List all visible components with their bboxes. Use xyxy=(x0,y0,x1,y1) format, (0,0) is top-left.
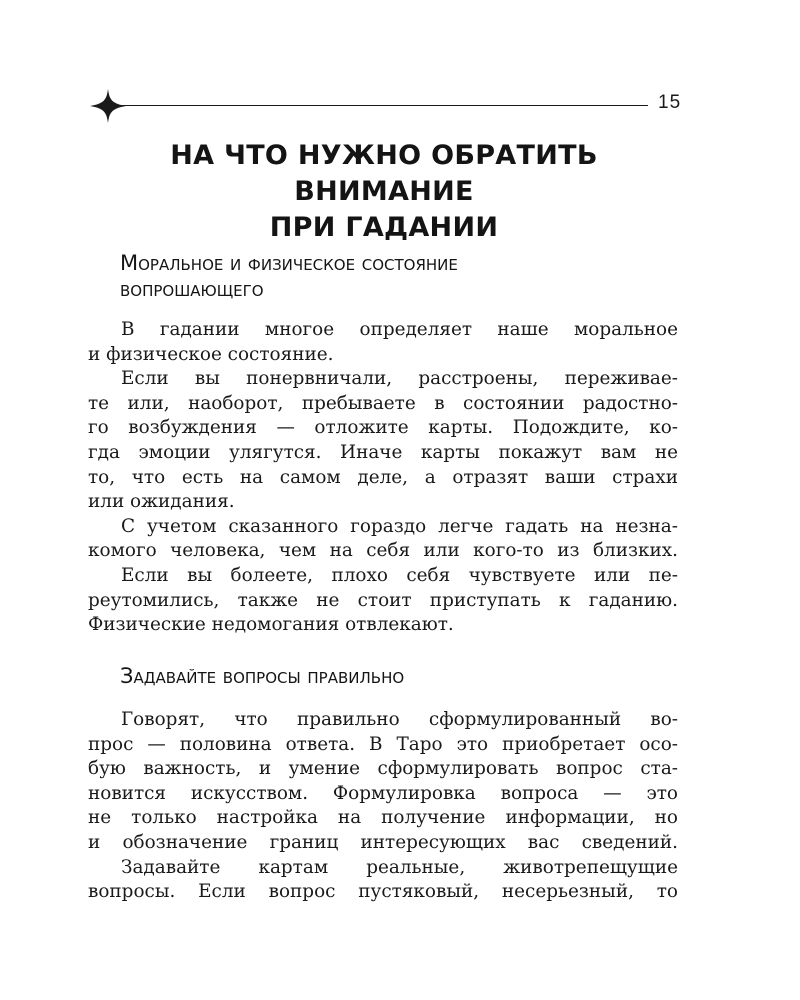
text-line: вопросы. Если вопрос пустяковый, несерьезный, то xyxy=(88,881,678,903)
text-line: или ожидания. xyxy=(88,491,235,513)
text-line: и обозначение границ интересующих вас сведений. xyxy=(88,831,678,853)
page-number: 15 xyxy=(658,92,682,113)
chapter-title xyxy=(88,138,680,246)
section-heading-line: Моральное и физическое состояние xyxy=(120,251,458,275)
text-line: Задавайте картам реальные, животрепещущие xyxy=(121,856,678,878)
text-line: и физическое состояние. xyxy=(88,343,334,365)
header-rule xyxy=(118,105,648,106)
text-line: новится искусством. Формулировка вопроса — это xyxy=(88,782,678,804)
text-line: бую важность, и умение сформулировать вопрос ста- xyxy=(88,758,678,780)
text-line: те или, наоборот, пребываете в состоянии радостно- xyxy=(88,392,678,414)
text-line: гда эмоции улягутся. Иначе карты покажут вам не xyxy=(88,441,678,463)
section-heading xyxy=(120,663,640,689)
section-heading-line: вопрошающего xyxy=(120,277,264,301)
text-line: реутомились, также не стоит приступать к гаданию. xyxy=(88,589,678,611)
chapter-title-line: ПРИ ГАДАНИИ xyxy=(269,212,499,243)
text-line: Если вы болеете, плохо себя чувствуете или пе- xyxy=(121,564,678,586)
text-line: С учетом сказанного гораздо легче гадать на незна- xyxy=(121,515,678,537)
chapter-title-line: НА ЧТО НУЖНО ОБРАТИТЬ ВНИМАНИЕ xyxy=(170,140,598,207)
text-line: то, что есть на самом деле, а отразят ваши страхи xyxy=(88,466,678,488)
text-line: го возбуждения — отложите карты. Подождите, ко- xyxy=(88,417,678,439)
section-heading-line: Задавайте вопросы правильно xyxy=(120,664,405,688)
text-line: прос — половина ответа. В Таро это приобретает осо- xyxy=(88,733,678,755)
text-line: комого человека, чем на себя или кого-то из близких. xyxy=(88,540,678,562)
text-line: не только настройка на получение информации, но xyxy=(88,807,678,829)
running-header xyxy=(88,88,680,124)
text-line: Говорят, что правильно сформулированный во- xyxy=(121,709,678,730)
text-line: Физические недомогания отвлекают. xyxy=(88,614,454,636)
section-body xyxy=(88,708,678,905)
text-line: Если вы понервничали, расстроены, переживае- xyxy=(121,368,678,390)
section-body xyxy=(88,318,678,638)
text-line: В гадании многое определяет наше моральное xyxy=(121,319,678,340)
section-heading xyxy=(120,250,640,302)
four-point-star-icon xyxy=(88,88,128,124)
